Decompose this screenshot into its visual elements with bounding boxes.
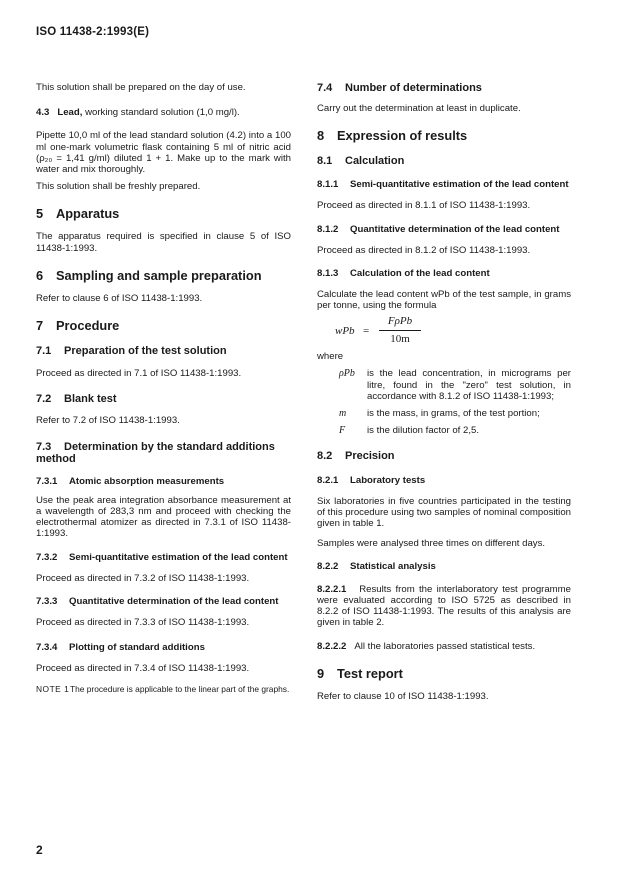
- subsection-heading-7-3-2: 7.3.2 Semi-quantitative estimation of the lead content: [36, 551, 288, 563]
- symbol: m: [339, 408, 347, 420]
- symbol-description: is the mass, in grams, of the test portion;: [367, 408, 540, 420]
- paragraph: Proceed as directed in 7.3.2 of ISO 11438-1:1993.: [36, 572, 250, 584]
- lead-content-formula: [335, 315, 571, 347]
- subsection-heading-7-3-4: 7.3.4 Plotting of standard additions: [36, 642, 205, 654]
- subsection-heading-8-1-1: 8.1.1 Semi-quantitative estimation of the lead content: [317, 179, 569, 191]
- section-heading-6: 6 Sampling and sample preparation: [36, 267, 262, 283]
- right-column: [317, 82, 571, 702]
- subsection-heading-7-1: 7.1 Preparation of the test solution: [36, 345, 227, 358]
- section-heading-8: 8 Expression of results: [317, 127, 468, 143]
- paragraph: Calculate the lead content wPb of the test sample, in grams per tonne, using the formula: [317, 288, 571, 311]
- paragraph: Pipette 10,0 ml of the lead standard solution (4.2) into a 100 ml one-mark volumetric flask containing 5 ml of nitric acid (ρ₂₀ = 1,41 g/ml) diluted 1 + 1. Make up to the mark with water and mix thoroughly.: [36, 130, 291, 176]
- subsection-heading-7-4: 7.4 Number of determinations: [317, 82, 482, 94]
- symbol-description: is the lead concentration, in micrograms per litre, found in the "zero" test solution, in accordance with 8.1.2 of ISO 11438-1:1993;: [367, 368, 571, 402]
- symbol-definition: [317, 368, 571, 402]
- paragraph: Use the peak area integration absorbance measurement at a wavelength of 283,3 nm and proceed with checking the electrothermal atomizer as directed in 7.3.1 of ISO 11438-1:1993.: [36, 494, 291, 540]
- paragraph: Proceed as directed in 8.1.2 of ISO 11438-1:1993.: [317, 244, 531, 256]
- formula-equals: =: [363, 325, 370, 338]
- symbol: ρPb: [339, 368, 355, 380]
- formula-numerator: FρPb: [387, 315, 413, 328]
- subsection-heading-8-2-1: 8.2.1 Laboratory tests: [317, 475, 426, 487]
- section-heading-9: 9 Test report: [317, 665, 403, 681]
- paragraph: The apparatus required is specified in clause 5 of ISO 11438-1:1993.: [36, 231, 291, 254]
- document-header: ISO 11438-2:1993(E): [36, 26, 150, 38]
- left-column: [36, 82, 291, 694]
- note: NOTE 1The procedure is applicable to the linear part of the graphs.: [36, 684, 290, 695]
- clause-8-2-2-2-paragraph: 8.2.2.2 All the laboratories passed statistical tests.: [317, 640, 536, 652]
- paragraph: Six laboratories in five countries participated in the testing of this procedure using two samples of nominal composition given in table 1.: [317, 496, 571, 530]
- subsection-heading-7-3-1: 7.3.1 Atomic absorption measurements: [36, 475, 225, 487]
- clause-4-3-paragraph: 4.3 Lead, working standard solution (1,0 mg/l).: [36, 107, 240, 119]
- paragraph: Refer to clause 10 of ISO 11438-1:1993.: [317, 690, 489, 702]
- symbol-definition: [317, 425, 571, 436]
- symbol-description: is the dilution factor of 2,5.: [367, 425, 479, 437]
- fraction-bar: [379, 330, 421, 331]
- symbol-definition: [317, 408, 571, 419]
- subsection-heading-8-1-2: 8.1.2 Quantitative determination of the lead content: [317, 223, 560, 235]
- page-number: 2: [36, 843, 43, 857]
- subsection-heading-8-1: 8.1 Calculation: [317, 154, 405, 167]
- section-heading-5: 5 Apparatus: [36, 206, 120, 222]
- paragraph: Samples were analysed three times on different days.: [317, 537, 546, 549]
- subsection-heading-7-3: 7.3 Determination by the standard additions method: [36, 440, 275, 466]
- subsection-heading-7-3-3: 7.3.3 Quantitative determination of the lead content: [36, 595, 279, 607]
- subsection-heading-8-2: 8.2 Precision: [317, 450, 395, 463]
- paragraph: This solution shall be prepared on the day of use.: [36, 82, 246, 93]
- paragraph: Proceed as directed in 8.1.1 of ISO 11438-1:1993.: [317, 200, 531, 212]
- symbol: F: [339, 425, 346, 437]
- paragraph: Refer to 7.2 of ISO 11438-1:1993.: [36, 415, 180, 427]
- subsection-heading-8-1-3: 8.1.3 Calculation of the lead content: [317, 267, 490, 279]
- paragraph: Carry out the determination at least in duplicate.: [317, 102, 521, 114]
- subsection-heading-8-2-2: 8.2.2 Statistical analysis: [317, 560, 436, 572]
- paragraph: Proceed as directed in 7.1 of ISO 11438-1:1993.: [36, 367, 242, 379]
- paragraph: Proceed as directed in 7.3.4 of ISO 11438-1:1993.: [36, 663, 250, 675]
- section-heading-7: 7 Procedure: [36, 318, 120, 334]
- paragraph: Proceed as directed in 7.3.3 of ISO 11438-1:1993.: [36, 616, 250, 628]
- clause-8-2-2-1-paragraph: 8.2.2.1 Results from the interlaboratory test programme were evaluated according to ISO 5725 as described in 8.2.2 of ISO 11438-1:1993. The results of this analysis are given in table 2.: [317, 583, 572, 629]
- where-label: where: [317, 351, 344, 363]
- paragraph: This solution shall be freshly prepared.: [36, 181, 201, 193]
- subsection-heading-7-2: 7.2 Blank test: [36, 392, 117, 405]
- paragraph: Refer to clause 6 of ISO 11438-1:1993.: [36, 292, 203, 304]
- formula-denominator: 10m: [390, 333, 410, 346]
- formula-lhs: wPb: [335, 325, 355, 338]
